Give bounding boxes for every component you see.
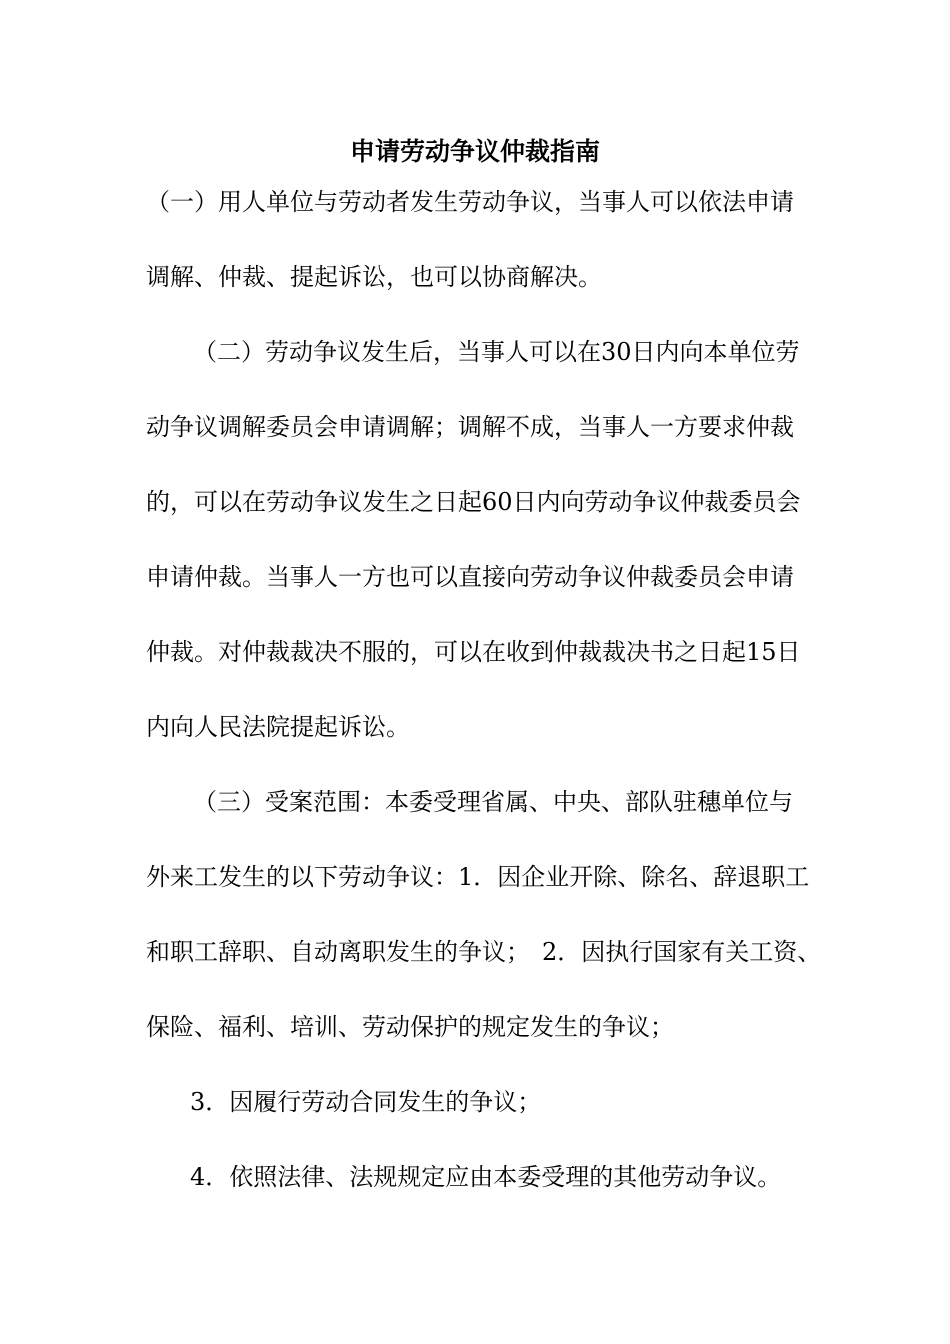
paragraph-2-line-6: 内向人民法院提起诉讼。 (146, 713, 410, 741)
list-item-4: 4．依照法律、法规规定应由本委受理的其他劳动争议。 (190, 1163, 782, 1191)
paragraph-2-line-1: （二）劳动争议发生后，当事人可以在30日内向本单位劳 (193, 338, 800, 366)
document-title: 申请劳动争议仲裁指南 (349, 137, 600, 166)
paragraph-3-line-2: 外来工发生的以下劳动争议：1．因企业开除、除名、辞退职工 (146, 863, 810, 891)
paragraph-3-line-1: （三）受案范围：本委受理省属、中央、部队驻穗单位与 (193, 788, 793, 816)
paragraph-3-line-3: 和职工辞职、自动离职发生的争议； 2．因执行国家有关工资、 (146, 938, 822, 966)
paragraph-2-line-3: 的，可以在劳动争议发生之日起60日内向劳动争议仲裁委员会 (146, 488, 801, 516)
list-item-3: 3．因履行劳动合同发生的争议； (190, 1088, 542, 1116)
paragraph-2-line-4: 申请仲裁。当事人一方也可以直接向劳动争议仲裁委员会申请 (146, 563, 794, 591)
paragraph-2-line-5: 仲裁。对仲裁裁决不服的，可以在收到仲裁裁决书之日起15日 (146, 638, 801, 666)
paragraph-2-line-2: 动争议调解委员会申请调解；调解不成，当事人一方要求仲裁 (146, 413, 794, 441)
paragraph-1-line-2: 调解、仲裁、提起诉讼，也可以协商解决。 (146, 263, 602, 291)
paragraph-1-line-1: （一）用人单位与劳动者发生劳动争议，当事人可以依法申请 (146, 188, 794, 216)
paragraph-3-line-4: 保险、福利、培训、劳动保护的规定发生的争议； (146, 1013, 674, 1041)
